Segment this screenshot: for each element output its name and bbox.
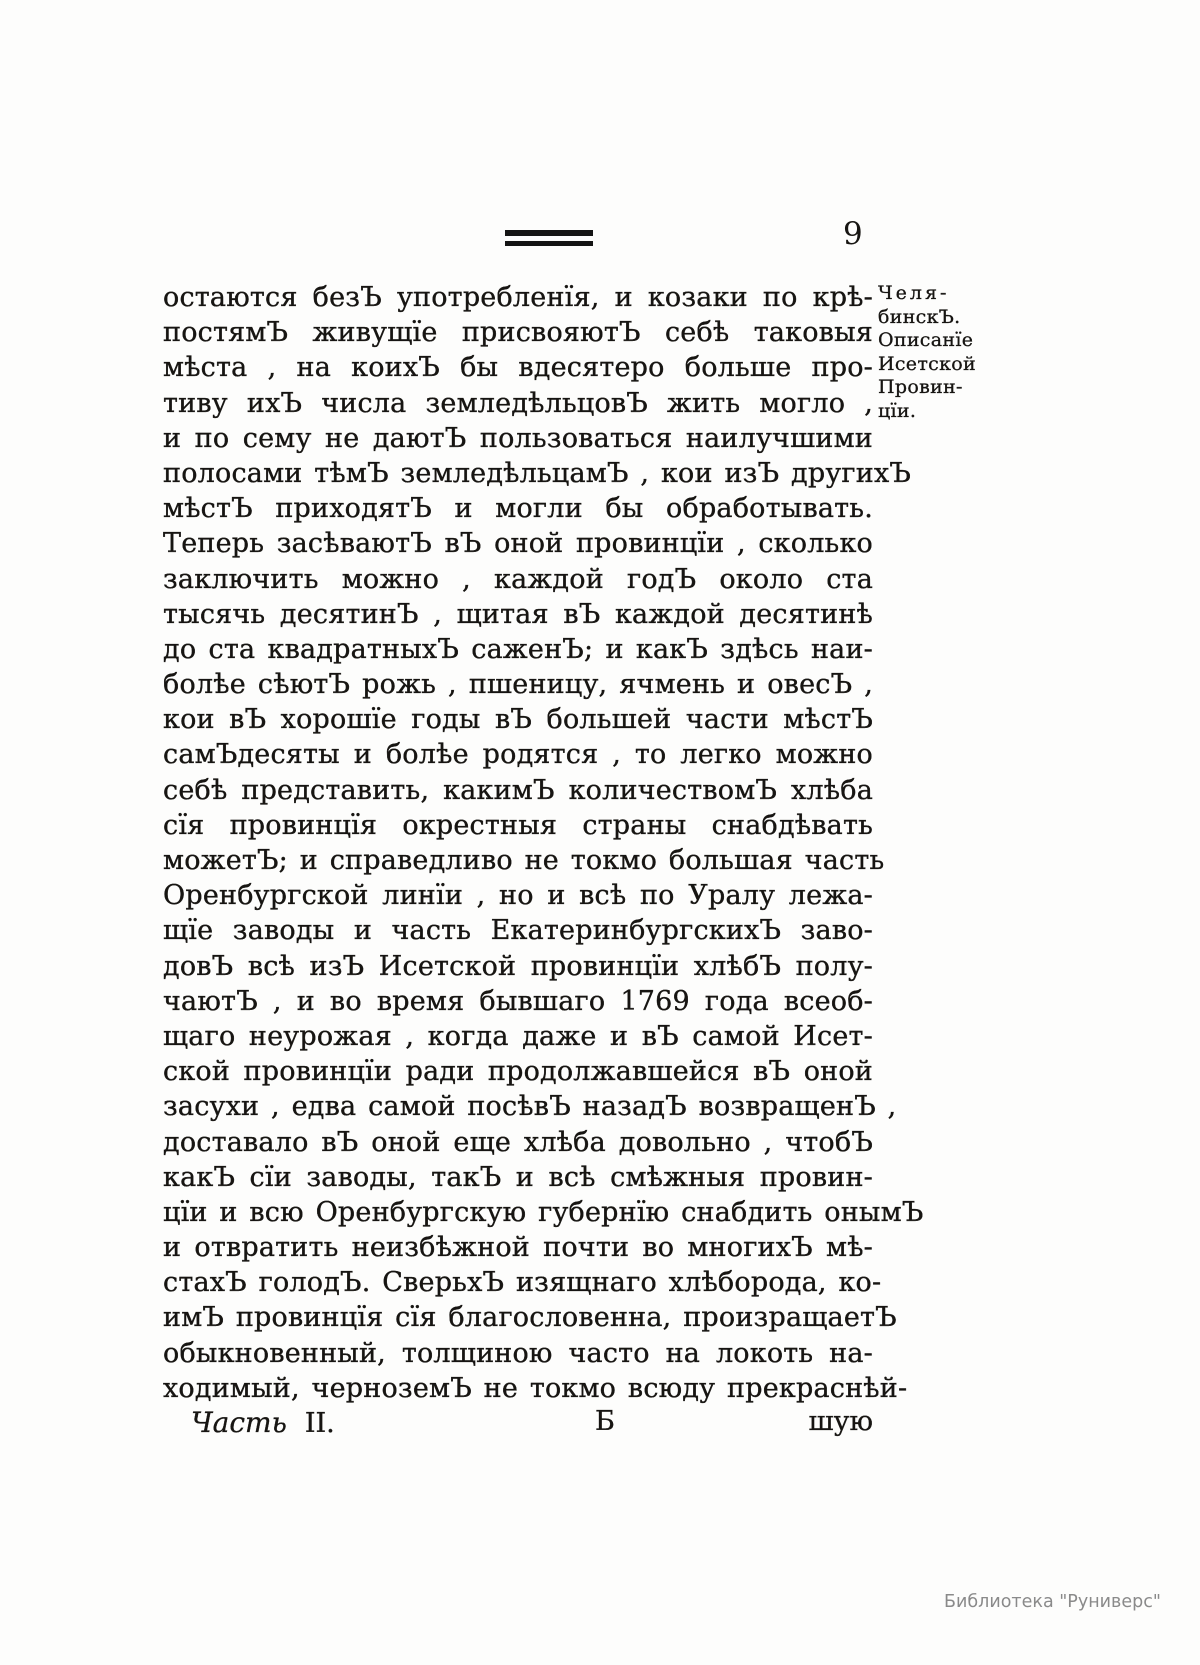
text-line: щаго неурожая , когда даже и вЪ самой Исет-	[163, 1020, 873, 1052]
text-line: ской провинцїи ради продолжавшейся вЪ оной	[163, 1056, 873, 1088]
text-line: цїи и всю Оренбургскую губернїю снабдить онымЪ	[163, 1196, 924, 1228]
text-line: заключить можно , каждой годЪ около ста	[163, 563, 873, 595]
text-line: довЪ всѣ изЪ Исетской провинцїи хлѣбЪ полу-	[163, 950, 873, 982]
text-line: можетЪ; и справедливо не токмо большая часть	[163, 845, 885, 876]
page-number: 9	[843, 216, 864, 252]
text-line: доставало вЪ оной еще хлѣба довольно , чтобЪ	[163, 1126, 873, 1158]
margin-note	[878, 282, 993, 423]
text-line: чаютЪ , и во время бывшаго 1769 года всеоб-	[163, 985, 873, 1017]
signature-mark: Б	[595, 1406, 615, 1437]
text-line: и по сему не даютЪ пользоваться наилучшими	[163, 422, 873, 454]
text-line: самЪдесяты и болѣе родятся , то легко можно	[163, 739, 873, 771]
text-line: полосами тѣмЪ земледѣльцамЪ , кои изЪ другихЪ	[163, 457, 912, 489]
text-line: остаются безЪ употребленїя, и козаки по крѣ-	[163, 282, 873, 313]
margin-note-line: Челя-	[878, 282, 950, 304]
part-label: Часть	[191, 1406, 287, 1439]
text-line: себѣ представить, какимЪ количествомЪ хлѣба	[163, 774, 873, 806]
text-line: стахЪ голодЪ. СверьхЪ изящнаго хлѣборода, ко-	[163, 1267, 882, 1299]
text-line: тиву ихЪ числа земледѣльцовЪ жить могло ,	[163, 387, 873, 419]
text-line: обыкновенный, толщиною часто на локоть на-	[163, 1337, 873, 1369]
margin-note-line: Провин-	[878, 376, 963, 398]
margin-note-line: Исетской	[878, 352, 976, 375]
text-line: Оренбургской линїи , но и всѣ по Уралу лежа-	[163, 880, 873, 912]
catchword: шую	[808, 1406, 873, 1437]
part-number: II.	[304, 1408, 335, 1439]
margin-note-line: цїи.	[878, 399, 917, 422]
margin-note-line: бинскЪ.	[878, 305, 961, 328]
page-footer	[163, 1406, 873, 1446]
text-line: мѣстЪ приходятЪ и могли бы обработывать.	[163, 493, 873, 525]
text-line: болѣе сѣютЪ рожь , пшеницу, ячмень и овесЪ ,	[163, 669, 873, 701]
text-line: засухи , едва самой посѣвЪ назадЪ возвращенЪ ,	[163, 1091, 897, 1123]
text-line: Теперь засѣваютЪ вЪ оной провинцїи , сколько	[163, 528, 873, 560]
text-line: имЪ провинцїя сїя благословенна, произращаетЪ	[163, 1302, 897, 1334]
text-line: кои вЪ хорошїе годы вЪ большей части мѣстЪ	[163, 704, 873, 736]
part-indicator	[191, 1406, 335, 1439]
text-line: тысячь десятинЪ , щитая вЪ каждой десятинѣ	[163, 598, 873, 630]
margin-note-line: Описанїе	[878, 329, 974, 351]
library-watermark: Библиотека "Руниверс"	[944, 1592, 1161, 1612]
text-line: постямЪ живущїе присвояютЪ себѣ таковыя	[163, 317, 873, 349]
text-line: щїе заводы и часть ЕкатеринбургскихЪ заво-	[163, 915, 873, 947]
text-line: сїя провинцїя окрестныя страны снабдѣвать	[163, 809, 873, 841]
header-rule-ornament	[505, 230, 593, 246]
text-line: ходимый, черноземЪ не токмо всюду прекраснѣй-	[163, 1372, 908, 1404]
text-line: какЪ сїи заводы, такЪ и всѣ смѣжныя провин-	[163, 1161, 873, 1193]
text-line: мѣста , на коихЪ бы вдесятеро больше про-	[163, 352, 873, 384]
text-line: до ста квадратныхЪ саженЪ; и какЪ здѣсь наи-	[163, 633, 873, 665]
text-line: и отвратить неизбѣжной почти во многихЪ мѣ-	[163, 1232, 873, 1264]
